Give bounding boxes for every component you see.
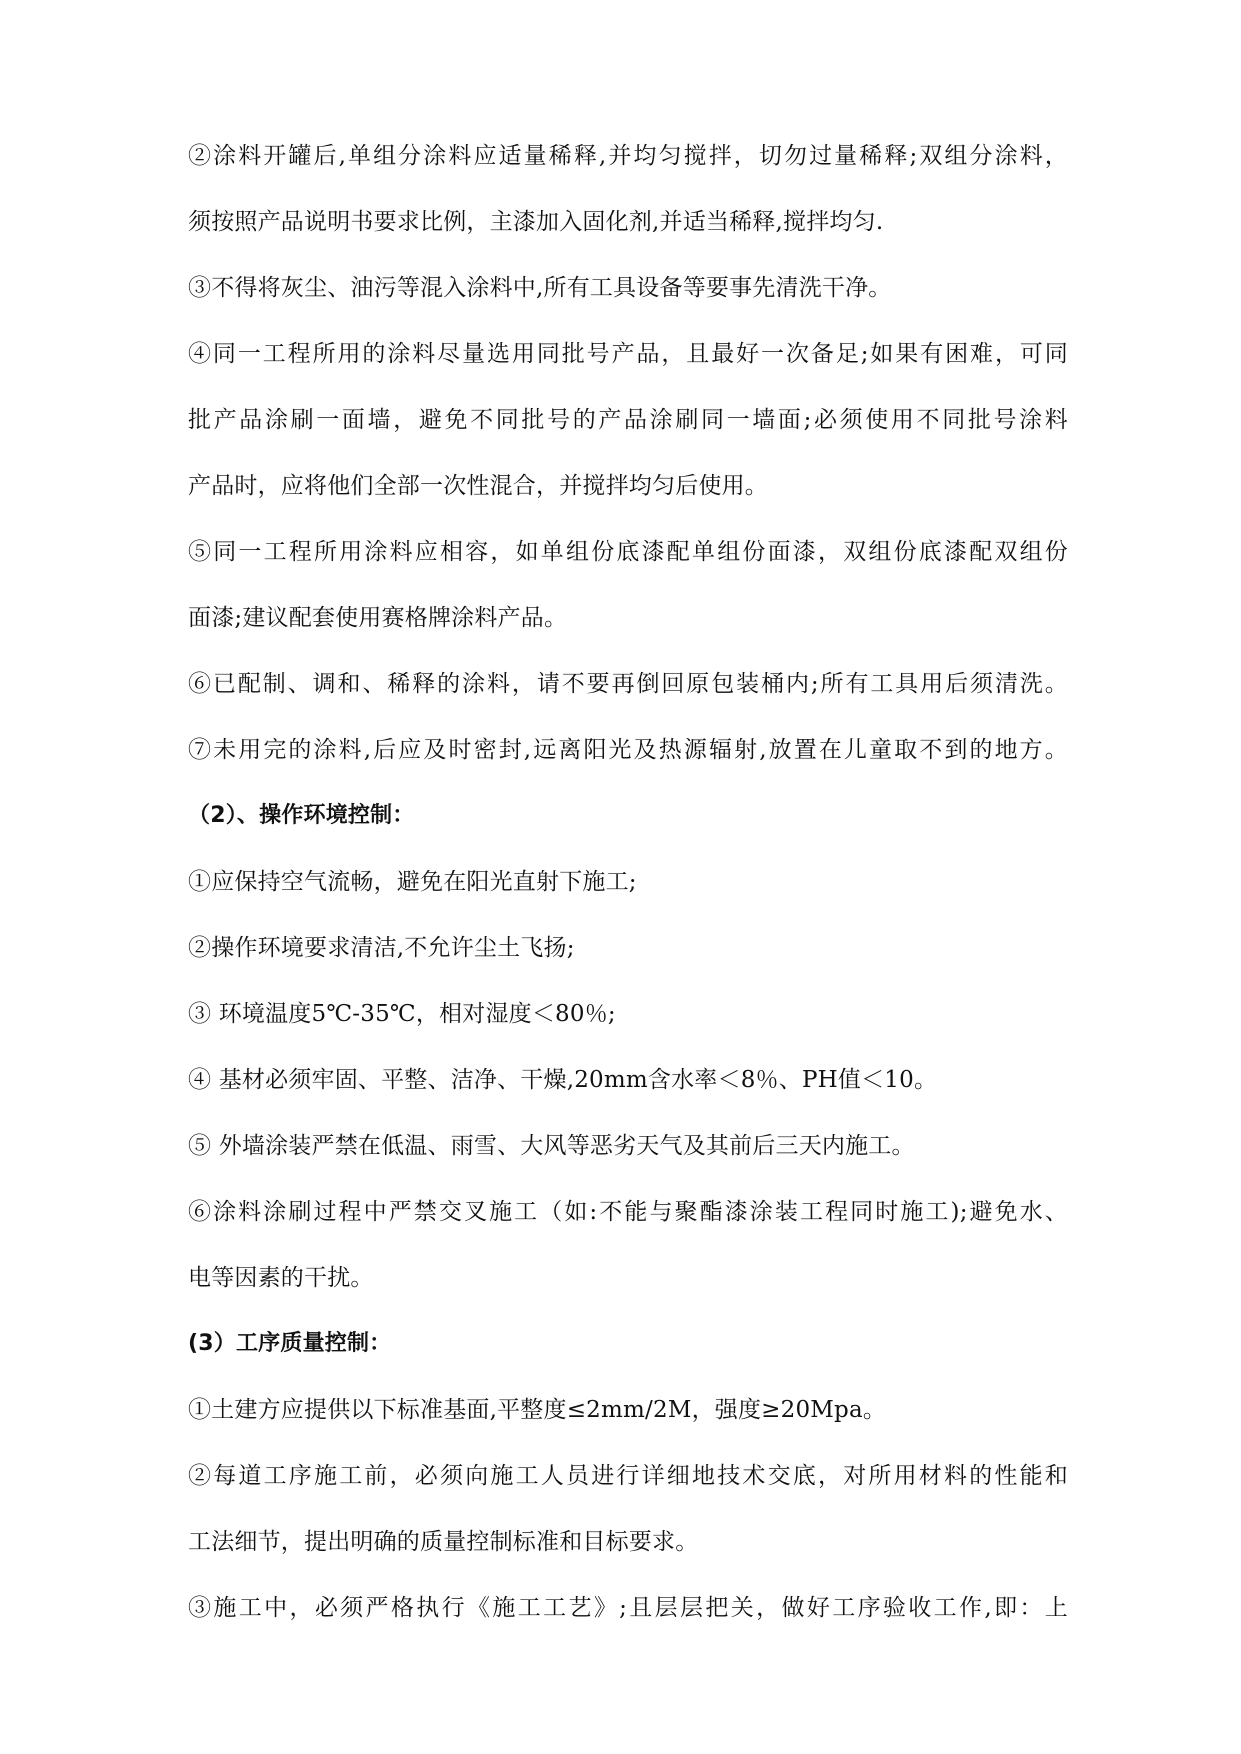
paragraph-line: ③ 环境温度5℃-35℃，相对湿度＜80％; <box>188 1001 616 1027</box>
paragraph-line: ③施工中，必须严格执行《施工工艺》;且层层把关，做好工序验收工作,即：上 <box>188 1595 1068 1621</box>
paragraph-line: 产品时，应将他们全部一次性混合，并搅拌均匀后使用。 <box>188 473 768 499</box>
document-body <box>188 123 1068 1641</box>
paragraph-line: ①应保持空气流畅，避免在阳光直射下施工; <box>188 869 637 895</box>
paragraph-line: ④ 基材必须牢固、平整、洁净、干燥,20mm含水率＜8％、PH值＜10。 <box>188 1067 938 1093</box>
paragraph-line: 须按照产品说明书要求比例，主漆加入固化剂,并适当稀释,搅拌均匀. <box>188 209 884 235</box>
paragraph-line: 批产品涂刷一面墙，避免不同批号的产品涂刷同一墙面;必须使用不同批号涂料 <box>188 407 1068 433</box>
paragraph-line: ①土建方应提供以下标准基面,平整度≤2mm/2M，强度≥20Mpa。 <box>188 1397 887 1423</box>
paragraph-line: ③不得将灰尘、油污等混入涂料中,所有工具设备等要事先清洗干净。 <box>188 275 892 301</box>
section-heading: (3）工序质量控制： <box>188 1331 392 1356</box>
paragraph-line: ②涂料开罐后,单组分涂料应适量稀释,并均匀搅拌，切勿过量稀释;双组分涂料， <box>188 143 1068 169</box>
paragraph-line: ②每道工序施工前，必须向施工人员进行详细地技术交底，对所用材料的性能和 <box>188 1463 1068 1489</box>
paragraph-line: 面漆;建议配套使用赛格牌涂料产品。 <box>188 605 568 631</box>
paragraph-line: ⑦未用完的涂料,后应及时密封,远离阳光及热源辐射,放置在儿童取不到的地方。 <box>188 737 1068 763</box>
paragraph-line: ②操作环境要求清洁,不允许尘土飞扬; <box>188 935 575 961</box>
paragraph-line: ④同一工程所用的涂料尽量选用同批号产品，且最好一次备足;如果有困难，可同 <box>188 341 1068 367</box>
paragraph-line: ⑥涂料涂刷过程中严禁交叉施工（如:不能与聚酯漆涂装工程同时施工);避免水、 <box>188 1199 1068 1225</box>
paragraph-line: 电等因素的干扰。 <box>188 1265 374 1291</box>
paragraph-line: 工法细节，提出明确的质量控制标准和目标要求。 <box>188 1529 699 1555</box>
paragraph-line: ⑤ 外墙涂装严禁在低温、雨雪、大风等恶劣天气及其前后三天内施工。 <box>188 1133 915 1159</box>
section-heading: （2）、操作环境控制： <box>188 803 415 828</box>
paragraph-line: ⑥已配制、调和、稀释的涂料，请不要再倒回原包装桶内;所有工具用后须清洗。 <box>188 671 1068 697</box>
paragraph-line: ⑤同一工程所用涂料应相容，如单组份底漆配单组份面漆，双组份底漆配双组份 <box>188 539 1068 565</box>
